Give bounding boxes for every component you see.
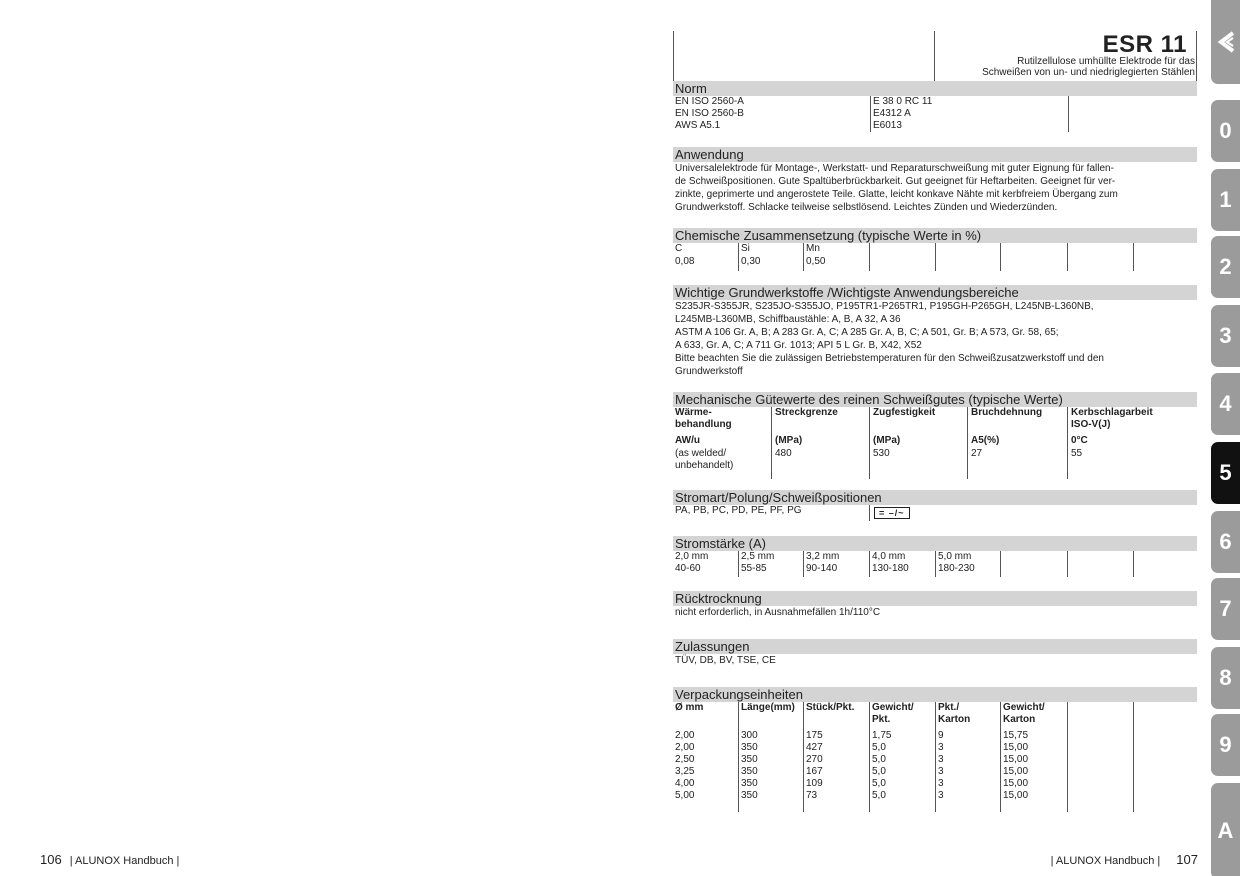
verpackung-cell: 3,25: [675, 766, 695, 777]
datasheet: [673, 31, 1197, 812]
verpackung-cell: 3: [938, 790, 944, 801]
verpackung-cell: 5,00: [675, 790, 695, 801]
verpackung-cell: 2,50: [675, 754, 695, 765]
verpackung-cell: 2,00: [675, 730, 695, 741]
verpackung-cell: 5,0: [872, 766, 886, 777]
chemie-table: [673, 243, 1197, 271]
ruecktrocknung-text: nicht erforderlich, in Ausnahmefällen 1h/110°C: [675, 607, 881, 618]
tab-a[interactable]: A: [1211, 783, 1240, 876]
section-zulassungen-heading: Zulassungen: [673, 639, 1197, 654]
verpackung-cell: 427: [806, 742, 823, 753]
verpackung-cell: 350: [741, 742, 758, 753]
mechanik-table: Wärme- behandlung Streckgrenze Zugfestigkeit Bruchdehnung Kerbschlagarbeit ISO-V(J) AW/u (MPa) (MPa) A5(%) 0°C (as welded/ unbehandelt) 480 530 27 55: [673, 407, 1197, 479]
chemie-elements-row: C Si Mn: [675, 243, 820, 254]
section-mechanik-heading: Mechanische Gütewerte des reinen Schweißgutes (typische Werte): [673, 392, 1197, 407]
tab-8[interactable]: 8: [1211, 647, 1240, 709]
verpackung-cell: 5,0: [872, 778, 886, 789]
tab-1[interactable]: 1: [1211, 169, 1240, 231]
verpackung-cell: 15,00: [1003, 766, 1029, 777]
product-title: ESR 11: [1102, 31, 1187, 58]
tab-5[interactable]: 5: [1211, 442, 1240, 504]
section-grundwerkstoffe-heading: Wichtige Grundwerkstoffe /Wichtigste Anwendungsbereiche: [673, 285, 1197, 300]
verpackung-row: [673, 778, 1197, 790]
verpackung-row: [673, 730, 1197, 742]
verpackung-cell: 4,00: [675, 778, 695, 789]
verpackung-header-row: Ø mm Länge(mm) Stück/Pkt. Gewicht/ Pkt./ Gewicht/: [675, 702, 1045, 713]
left-page-footer: [40, 852, 179, 867]
norm-row: EN ISO 2560-A E 38 0 RC 11: [675, 96, 933, 107]
right-page-footer: [1051, 852, 1198, 867]
section-ruecktrocknung-heading: Rücktrocknung: [673, 591, 1197, 606]
tab-0[interactable]: 0: [1211, 100, 1240, 162]
section-verpackung-heading: Verpackungseinheiten: [673, 687, 1197, 702]
verpackung-cell: 3: [938, 778, 944, 789]
datasheet-header: [673, 31, 1197, 81]
tab-2[interactable]: 2: [1211, 236, 1240, 298]
norm-row: EN ISO 2560-B E4312 A: [675, 108, 911, 119]
verpackung-cell: 15,00: [1003, 742, 1029, 753]
verpackung-cell: 3: [938, 766, 944, 777]
section-stromstaerke-heading: Stromstärke (A): [673, 536, 1197, 551]
verpackung-cell: 2,00: [675, 742, 695, 753]
verpackung-cell: 350: [741, 778, 758, 789]
stromstaerke-diameter-row: 2,0 mm 2,5 mm 3,2 mm 4,0 mm 5,0 mm: [675, 551, 972, 562]
grundwerkstoffe-text: S235JR-S355JR, S235JO-S355JO, P195TR1-P265TR1, P195GH-P265GH, L245NB-L360NB, L245MB-L360MB, Schiffbaustähle: A, B, A 32, A 36 ASTM A 106 Gr. A, B; A 283 Gr. A, C; A 285 Gr. A, B, C; A 501, Gr. B; A 573, Gr. 58, 65; A 633, Gr. A, C; A 711 Gr. 1013; API 5 L Gr. B, X42, X52 Bitte beachten Sie die zulässigen Betriebstemperaturen für den Schweißzusatzwerkstoff und den Grundwerkstoff: [675, 301, 1104, 377]
verpackung-table: [673, 702, 1197, 812]
tab-4[interactable]: 4: [1211, 373, 1240, 435]
current-type-symbol: = –/~: [874, 507, 910, 519]
verpackung-cell: 15,00: [1003, 790, 1029, 801]
verpackung-cell: 5,0: [872, 754, 886, 765]
verpackung-row: [673, 754, 1197, 766]
norm-row: AWS A5.1 E6013: [675, 120, 902, 131]
chapter-tabs: [1211, 0, 1240, 876]
verpackung-cell: 109: [806, 778, 823, 789]
verpackung-cell: 3: [938, 754, 944, 765]
anwendung-text: Universalelektrode für Montage-, Werkstatt- und Reparaturschweißung mit guter Eignung für fallen- de Schweißpositionen. Gute Spaltüberbrückbarkeit. Gut geeignet für Heftarbeiten. Geeignet für ver- zinkte, geprimerte und angerostete Teile. Glatte, leicht konkave Nähte mit kerbfreiem Übergang zum Grundwerkstoff. Schlacke teilweise selbstlösend. Leichtes Zünden und Wiederzünden.: [675, 163, 1118, 213]
section-anwendung-heading: Anwendung: [673, 147, 1197, 162]
product-subtitle-line1: Rutilzellulose umhüllte Elektrode für das: [1017, 56, 1195, 67]
verpackung-cell: 73: [806, 790, 818, 801]
logo-tab[interactable]: [1211, 0, 1240, 84]
verpackung-cell: 9: [938, 730, 944, 741]
left-page-number: 106: [40, 852, 62, 867]
verpackung-cell: 300: [741, 730, 758, 741]
tab-9[interactable]: 9: [1211, 714, 1240, 776]
verpackung-cell: 270: [806, 754, 823, 765]
verpackung-cell: 350: [741, 790, 758, 801]
verpackung-cell: 3: [938, 742, 944, 753]
product-subtitle-line2: Schweißen von un- und niedriglegierten Stählen: [982, 67, 1195, 78]
zulassungen-text: TÜV, DB, BV, TSE, CE: [675, 655, 776, 666]
stromstaerke-range-row: 40-60 55-85 90-140 130-180 180-230: [675, 563, 975, 574]
verpackung-cell: 5,0: [872, 742, 886, 753]
right-footer-text: | ALUNOX Handbuch |: [1050, 855, 1161, 867]
verpackung-row: [673, 742, 1197, 754]
stromstaerke-table: [673, 551, 1197, 577]
verpackung-cell: 15,00: [1003, 754, 1029, 765]
logo-icon: [1217, 31, 1235, 53]
norm-table: [673, 96, 1197, 132]
verpackung-cell: 15,00: [1003, 778, 1029, 789]
verpackung-cell: 5,0: [872, 790, 886, 801]
tab-6[interactable]: 6: [1211, 511, 1240, 573]
section-stromart-heading: Stromart/Polung/Schweißpositionen: [673, 490, 1197, 505]
verpackung-row: [673, 790, 1197, 802]
right-page-number: 107: [1176, 852, 1198, 867]
verpackung-cell: 350: [741, 766, 758, 777]
tab-3[interactable]: 3: [1211, 305, 1240, 367]
chemie-values-row: 0,08 0,30 0,50: [675, 256, 826, 267]
verpackung-cell: 167: [806, 766, 823, 777]
verpackung-header-row: Pkt. Karton Karton: [872, 714, 1036, 725]
verpackung-cell: 1,75: [872, 730, 892, 741]
tab-7[interactable]: 7: [1211, 578, 1240, 640]
verpackung-cell: 175: [806, 730, 823, 741]
left-footer-text: | ALUNOX Handbuch |: [69, 855, 180, 867]
verpackung-cell: 350: [741, 754, 758, 765]
verpackung-row: [673, 766, 1197, 778]
section-chemie-heading: Chemische Zusammensetzung (typische Werte in %): [673, 228, 1197, 243]
stromart-row: PA, PB, PC, PD, PE, PF, PG = –/~: [673, 505, 1197, 521]
verpackung-cell: 15,75: [1003, 730, 1029, 741]
section-norm-heading: Norm: [673, 81, 1197, 96]
